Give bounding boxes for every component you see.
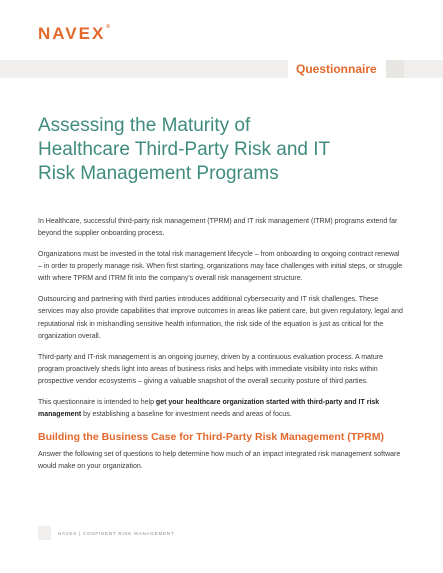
intro-paragraph-1: In Healthcare, successful third-party risk management (TPRM) and IT risk management (ITRM) programs extend far beyond the supplier onboarding process. [38,218,398,238]
logo-trademark: ® [106,24,110,30]
intro-text-before: This questionnaire is intended to help [38,398,156,406]
section-heading: Building the Business Case for Third-Party Risk Management (TPRM) [38,430,384,443]
intro-paragraph-4: Third-party and IT-risk management is an ongoing journey, driven by a continuous evaluation process. A mature program proactively sheds light into areas of business risks and helps with immediate visibility into risks within prospective vendor ecosystems – giving a valuable snapshot of the overall security posture of third parties. [38,353,384,386]
document-title: Assessing the Maturity of Healthcare Third-Party Risk and IT Risk Management Programs [38,115,330,184]
intro-paragraph-2: Organizations must be invested in the total risk management lifecycle – from onboarding to ongoing contract renewal – in order to properly manage risk. When first starting, organizations may face challenges with initial steps, or struggle with where TPRM and ITRM fit into the company's overall risk management structure. [38,251,403,283]
intro-text-bold: get your healthcare organization started with third-party and IT risk management [38,398,380,419]
document-type-label: Questionnaire [288,60,404,78]
document-body [38,216,404,482]
intro-paragraph-5 [38,397,404,421]
header-band-end [386,60,404,78]
section-paragraph: Answer the following set of questions to help determine how much of an impact integrated risk management software would make on your organization. [38,450,401,471]
logo-text: NAVEX [38,24,106,43]
intro-paragraph-3: Outsourcing and partnering with third parties introduces additional cybersecurity and IT risk challenges. These services may also provide capabilities that improve outcomes in areas like patient care, but given regulatory, legal and reputational risk in mishandling sensitive health information, the risk side of the equation is just as critical for the organization overall. [38,296,403,340]
footer-page-box [38,526,51,540]
intro-text-after: by establishing a baseline for investment needs and areas of focus. [81,411,292,419]
page-footer [38,526,174,540]
footer-text: NAVEX | CONFIDENT RISK MANAGEMENT [58,530,175,536]
navex-logo [38,24,110,44]
